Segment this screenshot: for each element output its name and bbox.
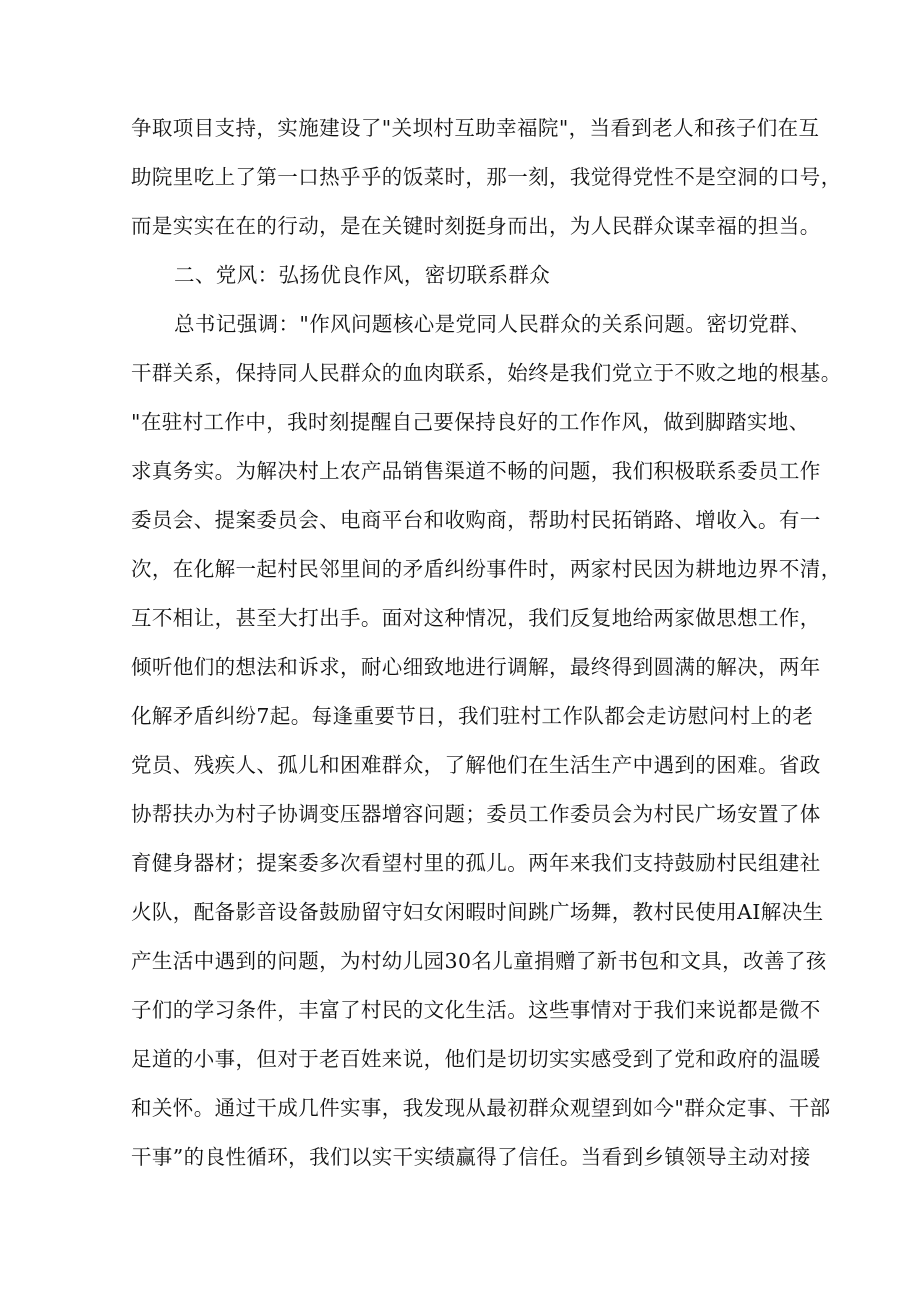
text-line: 协帮扶办为村子协调变压器增容问题；委员工作委员会为村民广场安置了体 [131, 802, 821, 826]
text-line: 党员、残疾人、孤儿和困难群众，了解他们在生活生产中遇到的困难。省政 [131, 753, 821, 777]
text-line: 而是实实在在的行动，是在关键时刻挺身而出，为人民群众谋幸福的担当。 [131, 214, 821, 238]
text-line: 委员会、提案委员会、电商平台和收购商，帮助村民拓销路、增收入。有一 [131, 508, 821, 532]
text-line: 足道的小事，但对于老百姓来说，他们是切切实实感受到了党和政府的温暖 [131, 1047, 821, 1071]
text-line: 化解矛盾纠纷7起。每逢重要节日，我们驻村工作队都会走访慰问村上的老 [131, 704, 814, 728]
text-line: 子们的学习条件，丰富了村民的文化生活。这些事情对于我们来说都是微不 [131, 998, 821, 1022]
text-line: 求真务实。为解决村上农产品销售渠道不畅的问题，我们积极联系委员工作 [131, 459, 821, 483]
text-line: 干群关系，保持同人民群众的血肉联系，始终是我们党立于不败之地的根基。 [131, 361, 842, 385]
text-line: 和关怀。通过干成几件实事，我发现从最初群众观望到如今"群众定事、干部 [131, 1096, 831, 1120]
text-line: 互不相让，甚至大打出手。面对这种情况，我们反复地给两家做思想工作， [131, 606, 821, 630]
text-line: 干事”的良性循环，我们以实干实绩赢得了信任。当看到乡镇领导主动对接 [131, 1145, 811, 1169]
text-line: 倾听他们的想法和诉求，耐心细致地进行调解，最终得到圆满的解决，两年 [131, 655, 821, 679]
section-heading: 二、党风：弘扬优良作风，密切联系群众 [174, 263, 551, 287]
text-line: 助院里吃上了第一口热乎乎的饭菜时，那一刻，我觉得党性不是空洞的口号， [131, 165, 842, 189]
text-line: 次，在化解一起村民邻里间的矛盾纠纷事件时，两家村民因为耕地边界不清， [131, 557, 842, 581]
text-line: 总书记强调："作风问题核心是党同人民群众的关系问题。密切党群、 [174, 312, 811, 336]
text-line: 火队，配备影音设备鼓励留守妇女闲暇时间跳广场舞，教村民使用AI解决生 [131, 900, 824, 924]
text-line: "在驻村工作中，我时刻提醒自己要保持良好的工作作风，做到脚踏实地、 [131, 410, 810, 434]
text-line: 产生活中遇到的问题，为村幼儿园30名儿童捐赠了新书包和文具，改善了孩 [131, 949, 827, 973]
text-line: 育健身器材；提案委多次看望村里的孤儿。两年来我们支持鼓励村民组建社 [131, 851, 821, 875]
text-line: 争取项目支持，实施建设了"关坝村互助幸福院"，当看到老人和孩子们在互 [131, 116, 820, 140]
